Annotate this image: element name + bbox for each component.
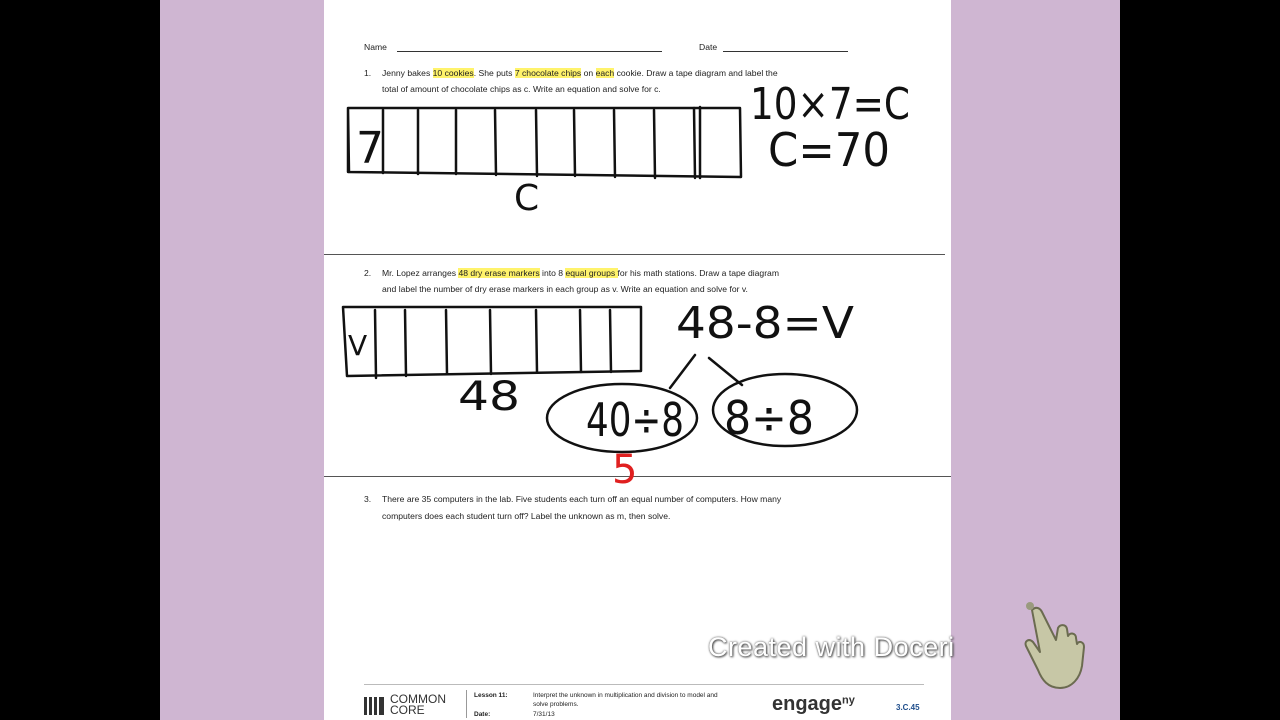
footer-lesson-text-2: solve problems. <box>533 701 579 708</box>
logo-line2: CORE <box>390 703 425 718</box>
q1-highlight-each: each <box>595 68 615 78</box>
q2-split-left: 40÷8 <box>586 393 684 447</box>
q1-text-b: . She puts <box>473 68 515 78</box>
q2-text-b: into 8 <box>539 268 566 278</box>
common-core-mark-icon <box>364 695 386 715</box>
q1-line2: total of amount of chocolate chips as c. Write an equation and solve for c. <box>382 84 661 94</box>
footer-lesson-text-1: Interpret the unknown in multiplication and division to model and <box>533 692 718 699</box>
footer-divider <box>364 684 924 685</box>
q2-line2: and label the number of dry erase markers in each group as v. Write an equation and solve for v. <box>382 284 748 294</box>
q3-number: 3. <box>364 494 372 504</box>
footer-date-label: Date: <box>474 711 491 718</box>
q2-split-right: 8÷8 <box>724 391 814 445</box>
footer-lesson-label: Lesson 11: <box>474 692 508 699</box>
date-field-line <box>723 51 848 52</box>
q2-red-answer: 5 <box>612 447 638 493</box>
engageny-logo <box>772 693 855 716</box>
q1-highlight-chips: 7 chocolate chips <box>514 68 582 78</box>
section-divider-2 <box>324 476 951 477</box>
left-margin-panel <box>160 0 324 720</box>
q1-text-c: on <box>581 68 596 78</box>
worksheet-page <box>324 0 951 720</box>
q2-line1 <box>382 269 779 278</box>
q1-equation: 10×7=C <box>750 79 910 130</box>
q2-tape-label: 48 <box>458 374 520 420</box>
q2-text-a: Mr. Lopez arranges <box>382 268 459 278</box>
brand-text: engage <box>772 693 843 715</box>
date-label: Date <box>699 42 718 52</box>
q1-text-d: cookie. Draw a tape diagram and label the <box>614 68 778 78</box>
common-core-logo <box>364 694 446 717</box>
name-label: Name <box>364 42 387 52</box>
q2-highlight-groups: equal groups <box>565 268 618 278</box>
q2-equation: 48-8=V <box>676 298 854 349</box>
q2-first-cell-label: V <box>348 329 368 362</box>
brand-sup: ny <box>842 694 855 707</box>
q1-answer: C=70 <box>768 123 890 177</box>
page-code: 3.C.45 <box>896 703 920 712</box>
q1-first-cell-label: 7 <box>356 123 384 174</box>
q1-tape-label: C <box>514 178 540 219</box>
q3-line1: There are 35 computers in the lab. Five students each turn off an equal number of computers. How many <box>382 494 782 504</box>
q1-text-a: Jenny bakes <box>382 68 433 78</box>
q2-number: 2. <box>364 268 372 278</box>
doceri-watermark <box>708 632 955 663</box>
footer-separator <box>466 690 467 718</box>
pointing-hand-icon <box>1018 600 1088 692</box>
q2-highlight-markers: 48 dry erase markers <box>458 268 540 278</box>
footer-date-value: 7/31/13 <box>533 711 555 718</box>
name-field-line <box>397 51 662 52</box>
q2-text-c: for his math stations. Draw a tape diagram <box>617 268 779 278</box>
watermark-text: Created with Doceri <box>708 632 955 662</box>
q1-line1 <box>382 69 778 78</box>
q1-number: 1. <box>364 68 372 78</box>
q1-highlight-cookies: 10 cookies <box>432 68 474 78</box>
section-divider-1 <box>324 254 945 255</box>
q3-line2: computers does each student turn off? Label the unknown as m, then solve. <box>382 511 671 521</box>
logo-line1: COMMON <box>390 692 446 706</box>
